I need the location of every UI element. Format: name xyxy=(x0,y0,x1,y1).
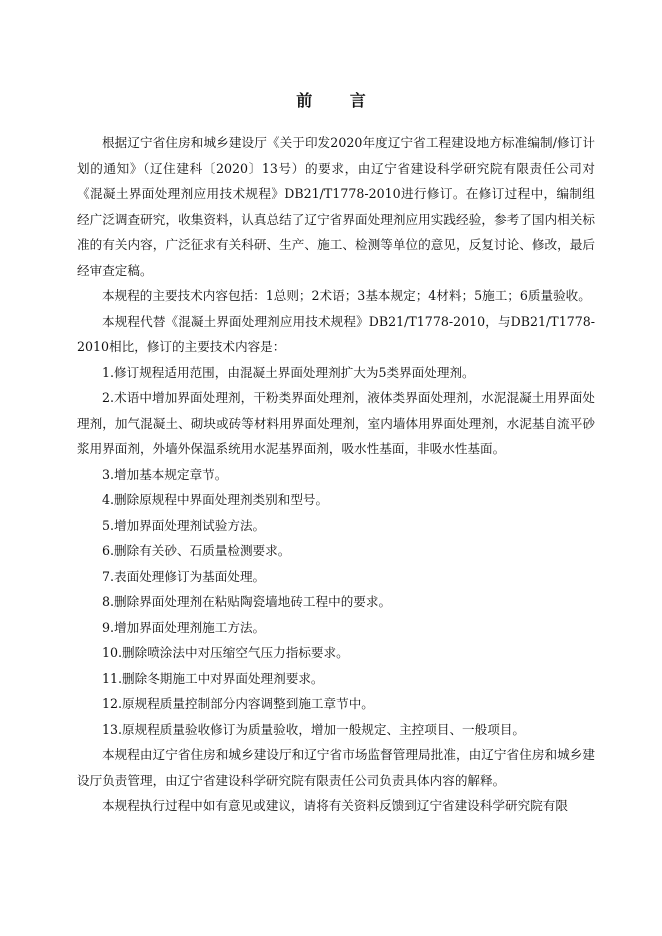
change-item-5: 5.增加界面处理剂试验方法。 xyxy=(102,517,266,533)
page-title: 前 言 xyxy=(296,91,382,110)
change-item-12: 12.原规程质量控制部分内容调整到施工章节中。 xyxy=(102,696,374,711)
change-item-9: 9.增加界面处理剂施工方法。 xyxy=(102,619,266,635)
change-item-2: 2.术语中增加界面处理剂，干粉类界面处理剂，液体类界面处理剂，水泥混凝土用界面处理剂，加气混凝土、砌块或砖等材料用界面处理剂，室内墙体用界面处理剂，水泥基自流平砂浆用界面剂，外墙外保温系统用水泥基界面剂，吸水性基面，非吸水性基面。 xyxy=(77,390,595,456)
change-item-11: 11.删除冬期施工中对界面处理剂要求。 xyxy=(102,670,324,686)
change-item-4: 4.删除原规程中界面处理剂类别和型号。 xyxy=(102,492,329,507)
feedback-paragraph: 本规程执行过程中如有意见或建议，请将有关资料反馈到辽宁省建设科学研究院有限 xyxy=(102,798,568,813)
intro-paragraph: 根据辽宁省住房和城乡建设厅《关于印发2020年度辽宁省工程建设地方标准编制/修订计划的通知》（辽住建科〔2020〕13号）的要求，由辽宁省建设科学研究院有限责任公司对《混凝土界面处理剂应用技术规程》DB21/T1778-2010进行修订。在修订过程中，编制组经广泛调查研究，收集资料，认真总结了辽宁省界面处理剂应用实践经验，参考了国内相关标准的有关内容，广泛征求有关科研、生产、施工、检测等单位的意见，反复讨论、修改，最后经审查定稿。 xyxy=(77,135,595,278)
change-item-7: 7.表面处理修订为基面处理。 xyxy=(102,568,266,584)
change-item-1: 1.修订规程适用范围，由混凝土界面处理剂扩大为5类界面处理剂。 xyxy=(102,364,475,380)
change-item-6: 6.删除有关砂、石质量检测要求。 xyxy=(102,543,291,558)
change-item-3: 3.增加基本规定章节。 xyxy=(102,466,228,482)
document-body xyxy=(77,130,595,819)
approval-paragraph: 本规程由辽宁省住房和城乡建设厅和辽宁省市场监督管理局批准，由辽宁省住房和城乡建设厅负责管理，由辽宁省建设科学研究院有限责任公司负责具体内容的解释。 xyxy=(77,747,595,788)
change-item-10: 10.删除喷涂法中对压缩空气压力指标要求。 xyxy=(102,645,349,660)
change-item-8: 8.删除界面处理剂在粘贴陶瓷墙地砖工程中的要求。 xyxy=(102,594,392,609)
replacement-paragraph: 本规程代替《混凝土界面处理剂应用技术规程》DB21/T1778-2010，与DB21/T1778-2010相比，修订的主要技术内容是： xyxy=(77,313,595,354)
change-item-13: 13.原规程质量验收修订为质量验收，增加一般规定、主控项目、一般项目。 xyxy=(102,721,526,737)
contents-paragraph: 本规程的主要技术内容包括：1总则；2术语；3基本规定；4材料；5施工；6质量验收。 xyxy=(102,288,591,303)
